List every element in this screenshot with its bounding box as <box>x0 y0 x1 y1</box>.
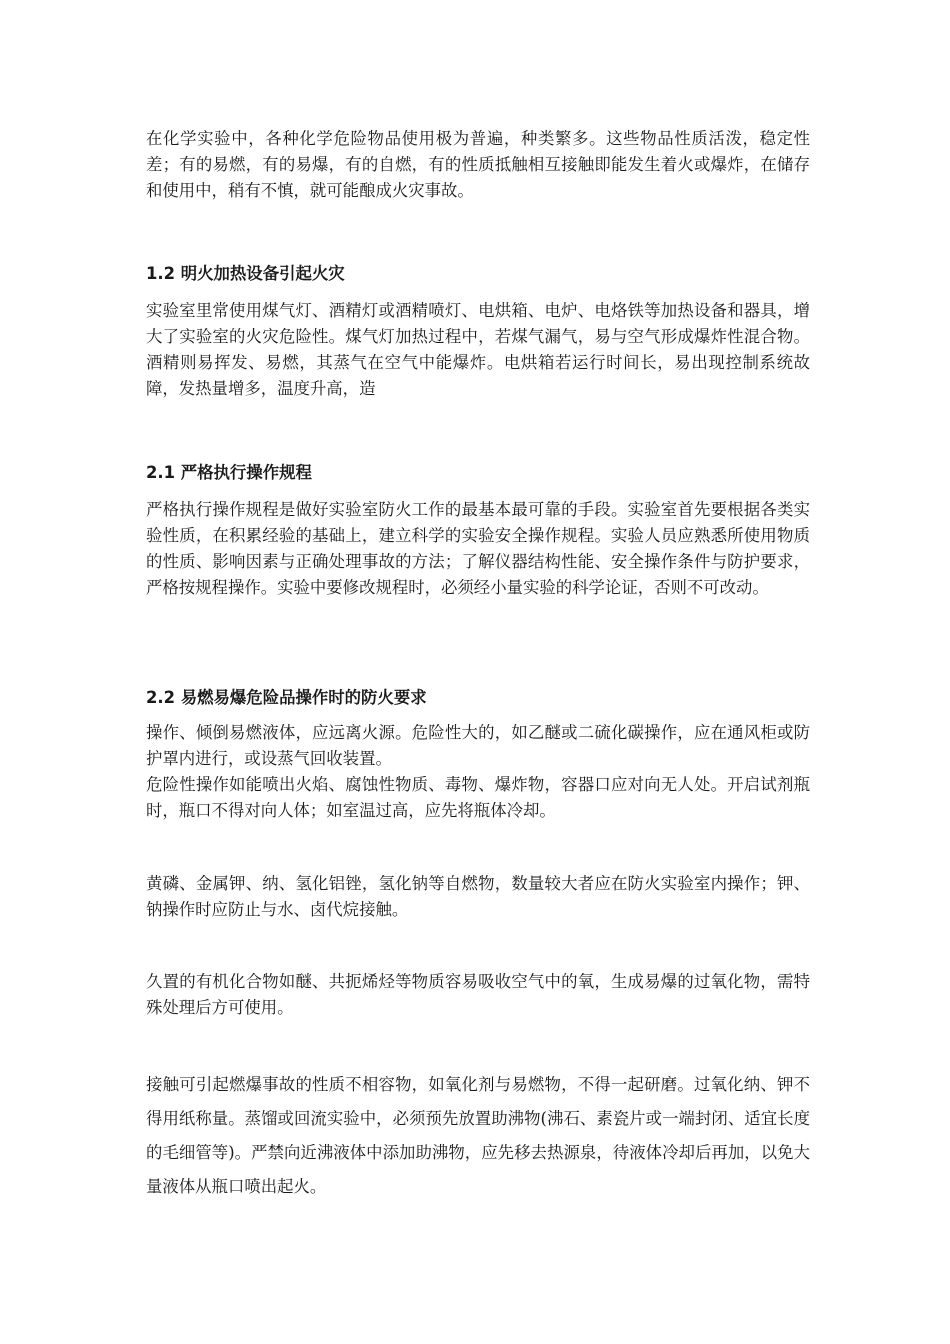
section-2-2-paragraph-4: 久置的有机化合物如醚、共扼烯烃等物质容易吸收空气中的氧，生成易爆的过氧化物，需特殊处理后方可使用。 <box>146 972 810 1017</box>
section-2-2-paragraph-2: 危险性操作如能喷出火焰、腐蚀性物质、毒物、爆炸物，容器口应对向无人处。开启试剂瓶时，瓶口不得对向人体；如室温过高，应先将瓶体冷却。 <box>146 775 810 820</box>
intro-paragraph: 在化学实验中，各种化学危险物品使用极为普遍，种类繁多。这些物品性质活泼，稳定性差；有的易燃，有的易爆，有的自燃，有的性质抵触相互接触即能发生着火或爆炸，在储存和使用中，稍有不慎，就可能酿成火灾事故。 <box>146 129 810 200</box>
section-1-2-paragraph: 实验室里常使用煤气灯、酒精灯或酒精喷灯、电烘箱、电炉、电烙铁等加热设备和器具，增大了实验室的火灾危险性。煤气灯加热过程中，若煤气漏气，易与空气形成爆炸性混合物。酒精则易挥发、易燃，其蒸气在空气中能爆炸。电烘箱若运行时间长，易出现控制系统故障，发热量增多，温度升高，造 <box>146 301 810 398</box>
section-heading-2-1: 2.1 严格执行操作规程 <box>146 463 312 482</box>
section-2-1-paragraph: 严格执行操作规程是做好实验室防火工作的最基本最可靠的手段。实验室首先要根据各类实验性质，在积累经验的基础上，建立科学的实验安全操作规程。实验人员应熟悉所使用物质的性质、影响因素与正确处理事故的方法；了解仪器结构性能、安全操作条件与防护要求，严格按规程操作。实验中要修改规程时，必须经小量实验的科学论证，否则不可改动。 <box>146 500 810 597</box>
section-heading-1-2: 1.2 明火加热设备引起火灾 <box>146 264 345 283</box>
section-2-2-paragraph-5: 接触可引起燃爆事故的性质不相容物，如氧化剂与易燃物，不得一起研磨。过氧化纳、钾不得用纸称量。蒸馏或回流实验中，必须预先放置助沸物(沸石、素瓷片或一端封闭、适宜长度的毛细管等)。严禁向近沸液体中添加助沸物，应先移去热源泉，待液体冷却后再加，以免大量液体从瓶口喷出起火。 <box>146 1075 810 1196</box>
section-heading-2-2: 2.2 易燃易爆危险品操作时的防火要求 <box>146 688 427 707</box>
section-2-2-paragraph-1: 操作、倾倒易燃液体，应远离火源。危险性大的，如乙醚或二硫化碳操作，应在通风柜或防护罩内进行，或设蒸气回收装置。 <box>146 723 810 768</box>
section-2-2-paragraph-3: 黄磷、金属钾、纳、氢化铝锉，氢化钠等自燃物，数量较大者应在防火实验室内操作；钾、钠操作时应防止与水、卤代烷接触。 <box>146 874 810 919</box>
